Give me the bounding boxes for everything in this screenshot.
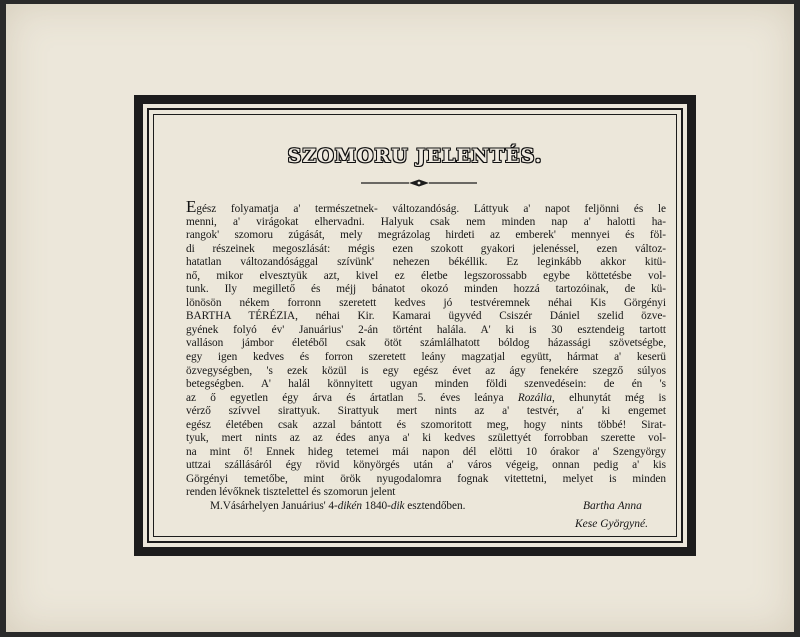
body-line: nő, mikor elvesztyük azt, kivel ez életbe legszorossabb egybe köttetésbe vol- (186, 269, 666, 282)
notice-body (186, 197, 666, 514)
body-line: rangok' szomoru zúgását, mely megrázolag hirdeti az emberek' mennyei és föl- (186, 229, 666, 242)
border-middle-rule (147, 108, 683, 543)
body-line: tyuk, mert nints az az édes anya a' ki kedves születtyét forrobban szerette vol- (186, 432, 666, 445)
body-line: özvegységben, 's ezek közül is egy egész évet az ágy fenekére szegző súlyos (186, 364, 666, 377)
body-line: egy igen kedves és forron szeretett leány magzatjal együtt, hármat a' keserü (186, 351, 666, 364)
initial-letter: E (186, 197, 197, 216)
body-line: gyének folyó év' Januárius' 2-án történt halála. A' ki is 30 esztendeig tartott (186, 323, 666, 336)
date-line: M.Vásárhelyen Januárius' 4-dikén 1840-dik esztendőben. (210, 500, 466, 513)
body-line: egész életében csak azzal bántott és szomoritott meg, hogy nints többé! Sirat- (186, 418, 666, 431)
body-line: na mint ő! Ennek hideg tetemei mái napon dél elötti 10 órakor a' Szengyörgy (186, 445, 666, 458)
body-line: betegségben. A' halál könnyitett ugyan minden földi szenvedésein: de én 's (186, 378, 666, 391)
body-line: Egész folyamatja a' természetnek- változandóság. Láttyuk a' napot feljönni és le (186, 197, 666, 216)
body-line: menni, a' virágokat elhervadni. Halyuk csak nem minden nap a' halotti ha- (186, 215, 666, 228)
signature-name: Bartha Anna (582, 500, 642, 512)
mourning-border (134, 95, 696, 556)
paper-sheet (6, 4, 794, 632)
body-line: hatatlan változandósággal szívünk' nehezen békéllik. Ez leginkább akkor kitü- (186, 256, 666, 269)
body-line: valláson jámbor életéből csak ötöt számlálhatott bóldog házassági szövetségbe, (186, 337, 666, 350)
body-line: vérző szívvel sirattyuk. Sirattyuk mert nints az a' testvér, a' ki engemet (186, 405, 666, 418)
body-line: uttzai szállásáról égy rövid könyörgés után a' város végeig, onnan pedig a' kis (186, 459, 666, 472)
notice-panel (153, 114, 677, 537)
ornament-divider (361, 179, 477, 187)
body-line: az ő egyetlen égy árva és ártatlan 5. éves leánya Rozália, elhunytát még is (186, 391, 666, 404)
body-line: Görgényi temetőbe, mint örök nyugodalomra fognak vitettetni, melyet is minden (186, 472, 666, 485)
body-line: lönösön nékem forronn szeretett kedves jó testvéremnek néhai Kis Görgényi (186, 296, 666, 309)
notice-title: SZOMORU JELENTÉS. (287, 145, 543, 167)
signature-married-name: Kese Györgyné. (574, 518, 648, 530)
body-line: tunk. Ily megillető és méjj bánatot okozó minden hozzá tartozóinak, de kü- (186, 283, 666, 296)
body-line: BARTHA TÉRÉZIA, néhai Kir. Kamarai ügyvéd Csiszér Dániel szelid özve- (186, 310, 666, 323)
body-line: renden lévőknek tisztelettel és szomorun jelent (186, 486, 396, 499)
signature-block (575, 497, 648, 533)
body-line: di részeinek megoszlását: mégis ezen szokott gyakori jelenéssel, ezen változ- (186, 242, 666, 255)
